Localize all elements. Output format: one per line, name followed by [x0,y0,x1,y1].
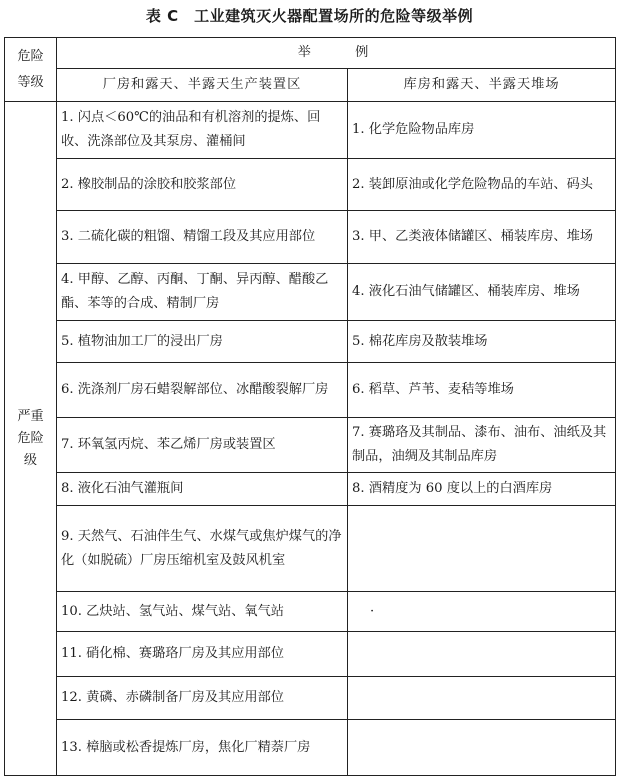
factory-cell: 4. 甲醇、乙醇、丙酮、丁酮、异丙醇、醋酸乙酯、苯等的合成、精制厂房 [57,264,348,321]
header-col-factory: 厂房和露天、半露天生产装置区 [57,69,348,102]
header-level-label: 危险等级 [17,48,44,90]
warehouse-cell: · [348,592,616,632]
header-level-cell [5,38,57,102]
warehouse-cell [348,720,616,776]
table-row [5,321,616,363]
hazard-level-table [4,37,616,776]
table-row [5,592,616,632]
warehouse-cell: 8. 酒精度为 60 度以上的白酒库房 [348,473,616,506]
severe-level-label: 严重危险级 [17,408,44,468]
table-row [5,363,616,418]
factory-cell: 2. 橡胶制品的涂胶和胶浆部位 [57,159,348,211]
header-col-warehouse: 库房和露天、半露天堆场 [348,69,616,102]
warehouse-cell: 3. 甲、乙类液体储罐区、桶装库房、堆场 [348,211,616,264]
table-row [5,632,616,677]
warehouse-cell: 7. 赛璐珞及其制品、漆布、油布、油纸及其制品，油绸及其制品库房 [348,418,616,473]
warehouse-cell: 5. 棉花库房及散装堆场 [348,321,616,363]
factory-cell: 11. 硝化棉、赛璐珞厂房及其应用部位 [57,632,348,677]
warehouse-cell: 4. 液化石油气储罐区、桶装库房、堆场 [348,264,616,321]
table-row [5,506,616,592]
warehouse-cell: 2. 装卸原油或化学危险物品的车站、码头 [348,159,616,211]
factory-cell: 8. 液化石油气灌瓶间 [57,473,348,506]
warehouse-cell: 6. 稻草、芦苇、麦秸等堆场 [348,363,616,418]
factory-cell: 7. 环氧氢丙烷、苯乙烯厂房或装置区 [57,418,348,473]
table-row [5,418,616,473]
severe-level-cell [5,102,57,776]
table-row [5,102,616,159]
table-caption: 表 C 工业建筑灭火器配置场所的危险等级举例 [145,7,474,25]
factory-cell: 12. 黄磷、赤磷制备厂房及其应用部位 [57,677,348,720]
factory-cell: 3. 二硫化碳的粗馏、精馏工段及其应用部位 [57,211,348,264]
factory-cell: 13. 樟脑或松香提炼厂房，焦化厂精萘厂房 [57,720,348,776]
table-row [5,677,616,720]
factory-cell: 9. 天然气、石油伴生气、水煤气或焦炉煤气的净化（如脱硫）厂房压缩机室及鼓风机室 [57,506,348,592]
factory-cell: 6. 洗涤剂厂房石蜡裂解部位、冰醋酸裂解厂房 [57,363,348,418]
warehouse-cell: 1. 化学危险物品库房 [348,102,616,159]
factory-cell: 1. 闪点＜60℃的油品和有机溶剂的提炼、回收、洗涤部位及其泵房、灌桶间 [57,102,348,159]
factory-cell: 5. 植物油加工厂的浸出厂房 [57,321,348,363]
table-row [5,211,616,264]
factory-cell: 10. 乙炔站、氢气站、煤气站、氧气站 [57,592,348,632]
table-row [5,720,616,776]
table-row [5,473,616,506]
table-row [5,264,616,321]
header-example-cell: 举 例 [57,38,616,69]
warehouse-cell [348,677,616,720]
warehouse-cell [348,506,616,592]
warehouse-cell [348,632,616,677]
table-row [5,159,616,211]
